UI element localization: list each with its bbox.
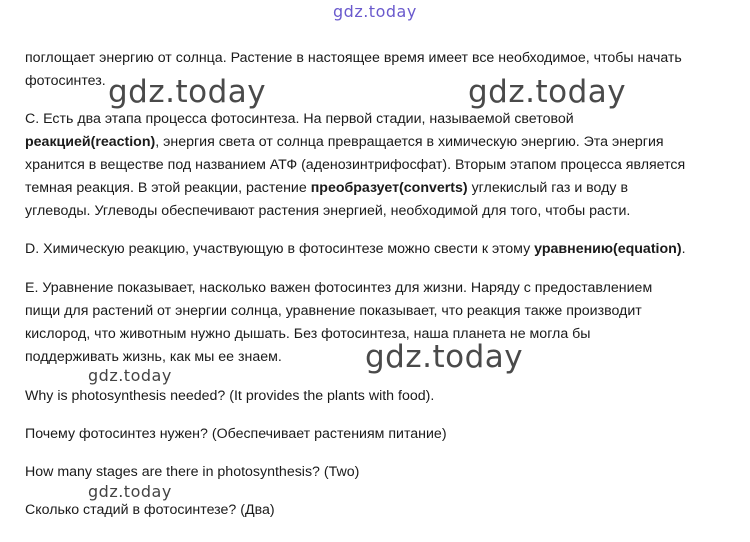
paragraph-b-line-1: поглощает энергию от солнца. Растение в настоящее время имеет все необходимое, чтобы начать	[25, 50, 682, 66]
question-1-english: Why is photosynthesis needed? (It provides the plants with food).	[25, 388, 435, 404]
watermark-small-1: gdz.today	[88, 366, 172, 385]
paragraph-e-line-4: поддерживать жизнь, как мы ее знаем.	[25, 349, 282, 365]
watermark-large-3: gdz.today	[365, 339, 524, 375]
term-equation: уравнению(equation)	[534, 241, 682, 257]
question-2-russian: Сколько стадий в фотосинтезе? (Два)	[25, 502, 275, 518]
watermark-large-1: gdz.today	[108, 74, 267, 110]
term-converts: преобразует(converts)	[310, 180, 468, 196]
paragraph-d	[25, 239, 686, 259]
paragraph-e-line-1: E. Уравнение показывает, насколько важен фотосинтез для жизни. Наряду с предоставлением	[25, 280, 653, 296]
paragraph-b-line-2: фотосинтез.	[25, 73, 106, 89]
paragraph-c-line-5: углеводы. Углеводы обеспечивают растения энергией, необходимой для того, чтобы расти.	[25, 203, 631, 219]
term-reaction: реакцией(reaction)	[25, 134, 156, 150]
watermark-large-2: gdz.today	[468, 74, 627, 110]
paragraph-c-line-4-text-b: углекислый газ и воду в	[467, 180, 628, 196]
paragraph-d-text-a: D. Химическую реакцию, участвующую в фотосинтезе можно свести к этому	[25, 241, 535, 257]
paragraph-c-line-4-text-a: темная реакция. В этой реакции, растение	[25, 180, 311, 196]
paragraph-e-line-3: кислород, что животным нужно дышать. Без фотосинтеза, наша планета не могла бы	[25, 326, 591, 342]
paragraph-c-line-2-text: , энергия света от солнца превращается в химическую энергию. Эта энергия	[155, 134, 664, 150]
question-1-russian: Почему фотосинтез нужен? (Обеспечивает растениям питание)	[25, 426, 447, 442]
watermark-small-2: gdz.today	[88, 482, 172, 501]
paragraph-c-line-3: хранится в веществе под названием АТФ (аденозинтрифосфат). Вторым этапом процесса является	[25, 157, 686, 173]
watermark-top: gdz.today	[333, 2, 417, 21]
paragraph-e-line-2: пищи для растений от энергии солнца, уравнение показывает, что реакция также производит	[25, 303, 642, 319]
question-2-english: How many stages are there in photosynthesis? (Two)	[25, 464, 360, 480]
paragraph-c-line-1: C. Есть два этапа процесса фотосинтеза. На первой стадии, называемой световой	[25, 111, 574, 127]
paragraph-d-text-b: .	[681, 241, 686, 257]
paragraph-c-line-2	[25, 132, 664, 152]
paragraph-c-line-4	[25, 178, 628, 198]
